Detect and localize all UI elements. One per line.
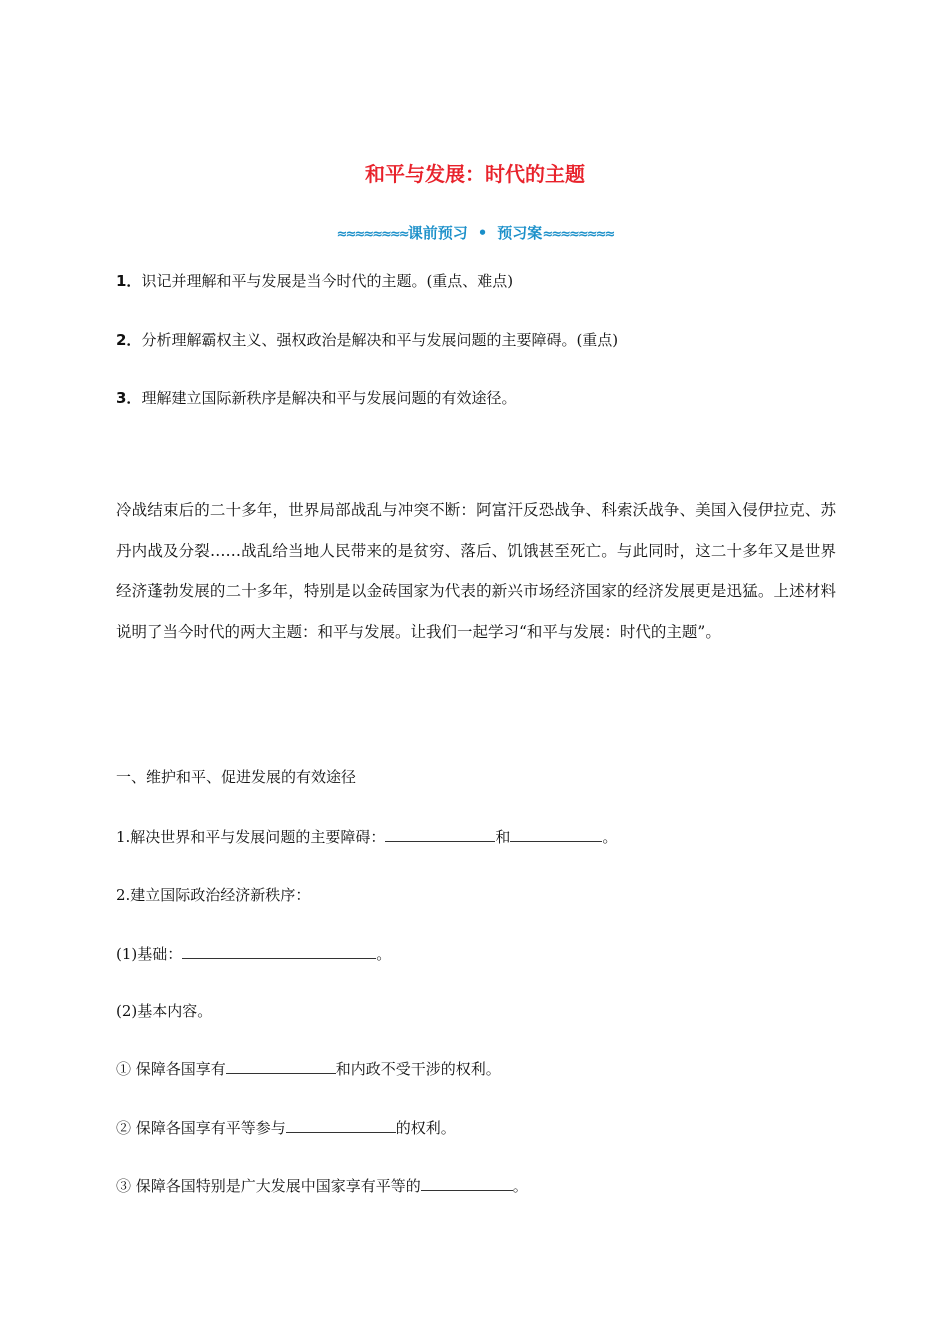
banner-text-right: 预习案 bbox=[497, 224, 543, 242]
objective-3 bbox=[116, 388, 516, 408]
content-item-3 bbox=[116, 1175, 528, 1196]
fill-blank[interactable] bbox=[182, 943, 376, 959]
section-banner bbox=[0, 222, 950, 243]
question-1-prefix: 1.解决世界和平与发展问题的主要障碍： bbox=[116, 828, 386, 846]
content-item-3-end: 。 bbox=[512, 1177, 528, 1195]
content-item-1-end: 和内政不受干涉的权利。 bbox=[335, 1060, 501, 1078]
objective-text: 识记并理解和平与发展是当今时代的主题。(重点、难点) bbox=[141, 272, 514, 290]
intro-paragraph: 冷战结束后的二十多年，世界局部战乱与冲突不断：阿富汗反恐战争、科索沃战争、美国入侵伊拉克、苏丹内战及分裂……战乱给当地人民带来的是贫穷、落后、饥饿甚至死亡。与此同时，这二十多年又是世界经济蓬勃发展的二十多年，特别是以金砖国家为代表的新兴市场经济国家的经济发展更是迅猛。上述材料说明了当今时代的两大主题：和平与发展。让我们一起学习“和平与发展：时代的主题”。 bbox=[116, 501, 836, 641]
question-2-1-prefix: (1)基础： bbox=[116, 945, 183, 963]
content-item-2-end: 的权利。 bbox=[395, 1119, 456, 1137]
objective-number: 1． bbox=[116, 272, 142, 290]
question-2-2: (2)基本内容。 bbox=[116, 1002, 213, 1020]
fill-blank[interactable] bbox=[510, 826, 602, 842]
page-title: 和平与发展：时代的主题 bbox=[365, 162, 585, 186]
content-item-2 bbox=[116, 1117, 456, 1138]
banner-wave-right: ≈≈≈≈≈≈≈≈ bbox=[542, 227, 614, 242]
question-1 bbox=[116, 826, 617, 847]
objective-text: 理解建立国际新秩序是解决和平与发展问题的有效途径。 bbox=[141, 389, 517, 407]
objective-number: 2． bbox=[116, 331, 142, 349]
objective-number: 3． bbox=[116, 389, 142, 407]
content-item-1-prefix: ① 保障各国享有 bbox=[116, 1060, 226, 1078]
objective-text: 分析理解霸权主义、强权政治是解决和平与发展问题的主要障碍。(重点) bbox=[141, 331, 619, 349]
fill-blank[interactable] bbox=[385, 826, 495, 842]
section1-heading: 一、维护和平、促进发展的有效途径 bbox=[116, 768, 357, 786]
objective-2 bbox=[116, 330, 618, 350]
fill-blank[interactable] bbox=[226, 1058, 336, 1074]
fill-blank[interactable] bbox=[421, 1175, 513, 1191]
question-1-mid: 和 bbox=[495, 828, 511, 846]
question-2-1-end: 。 bbox=[376, 945, 392, 963]
objective-1 bbox=[116, 271, 513, 291]
content-item-1 bbox=[116, 1058, 501, 1079]
banner-dot: • bbox=[477, 224, 488, 242]
question-2: 2.建立国际政治经济新秩序： bbox=[116, 886, 311, 904]
banner-wave-left: ≈≈≈≈≈≈≈≈ bbox=[336, 227, 408, 242]
content-item-3-prefix: ③ 保障各国特别是广大发展中国家享有平等的 bbox=[116, 1177, 421, 1195]
question-1-end: 。 bbox=[602, 828, 618, 846]
banner-text-left: 课前预习 bbox=[407, 224, 468, 242]
fill-blank[interactable] bbox=[286, 1117, 396, 1133]
content-item-2-prefix: ② 保障各国享有平等参与 bbox=[116, 1119, 286, 1137]
question-2-1 bbox=[116, 943, 391, 964]
